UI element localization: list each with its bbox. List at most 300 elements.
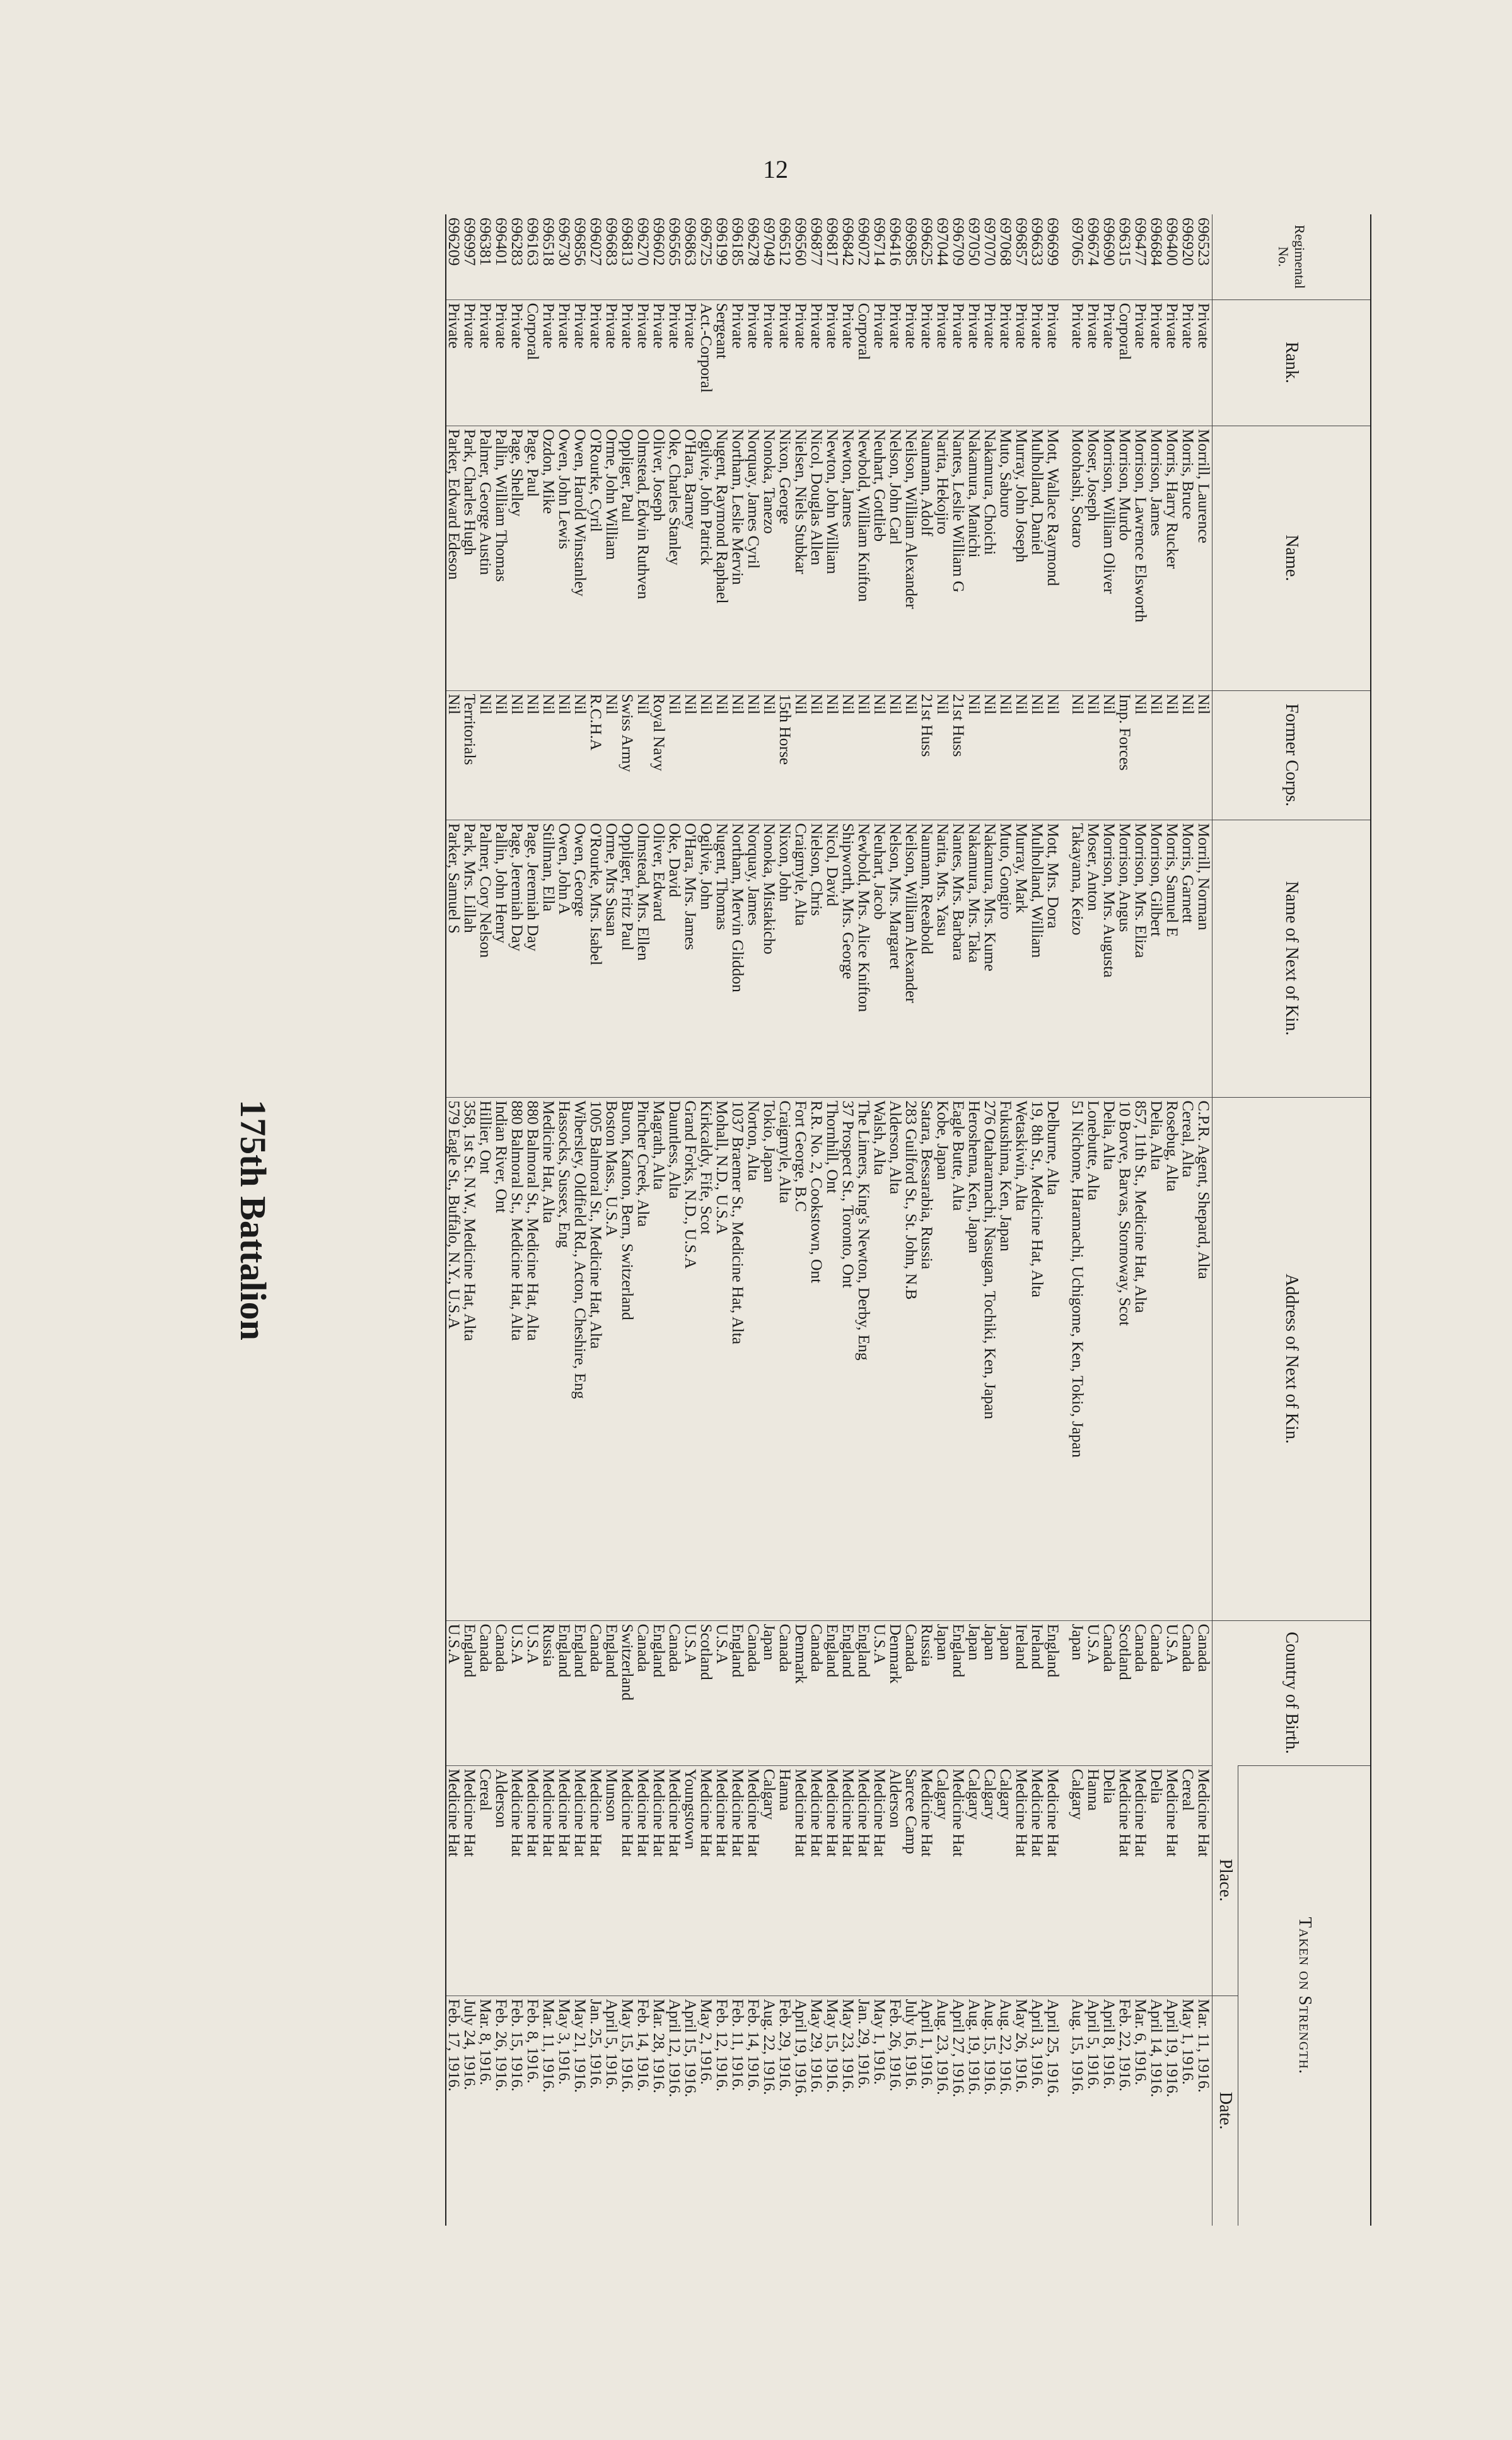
cell-next-of-kin: Page, Jeremiah Day	[526, 820, 542, 1097]
cell-place: Medicine Hat	[542, 1765, 557, 1996]
cell-place: Alderson	[888, 1765, 904, 1996]
table-row	[526, 214, 542, 2226]
cell-next-of-kin: Morris, Garnett	[1181, 820, 1197, 1097]
cell-date: Jan. 25, 1916.	[589, 1996, 605, 2226]
cell-date: May 15, 1916.	[825, 1996, 841, 2226]
cell-country: Japan	[936, 1620, 951, 1765]
cell-former-corps: Nil	[1197, 690, 1213, 820]
cell-place: Medicine Hat	[510, 1765, 526, 1996]
cell-former-corps: Territorials	[463, 690, 479, 820]
table-row	[699, 214, 715, 2226]
table-row	[494, 214, 510, 2226]
cell-name: Owen, John Lewis	[557, 426, 573, 690]
cell-place: Calgary	[999, 1765, 1015, 1996]
cell-address: C.P.R. Agent, Shepard, Alta	[1197, 1097, 1213, 1620]
cell-place: Calgary	[967, 1765, 983, 1996]
cell-address: Tokio, Japan	[762, 1097, 778, 1620]
cell-country: Canada	[1197, 1620, 1213, 1765]
cell-next-of-kin: Nakamura, Mrs. Kume	[983, 820, 999, 1097]
table-row	[936, 214, 951, 2226]
cell-former-corps: Nil	[999, 690, 1015, 820]
cell-date: Aug. 15, 1916.	[983, 1996, 999, 2226]
cell-rank: Private	[999, 299, 1015, 426]
cell-name: Newbold, William Knifton	[857, 426, 873, 690]
cell-place: Medicine Hat	[573, 1765, 589, 1996]
cell-former-corps: Nil	[526, 690, 542, 820]
cell-rank: Private	[1134, 299, 1149, 426]
cell-regimental-no: 696523	[1195, 218, 1214, 266]
cell-name: Nielsen, Niels Stubkar	[794, 426, 810, 690]
cell-place: Delia	[1102, 1765, 1118, 1996]
cell-next-of-kin: Neilson, William Alexander	[904, 820, 920, 1097]
cell-address: Medicine Hat, Alta	[542, 1097, 557, 1620]
cell-name: Olmstead, Edwin Ruthven	[636, 426, 652, 690]
cell-place: Medicine Hat	[463, 1765, 479, 1996]
cell-address: Grand Forks, N.D., U.S.A	[683, 1097, 699, 1620]
cell-name: Morris, Harry Rucker	[1165, 426, 1181, 690]
cell-date: Feb. 22, 1916.	[1118, 1996, 1134, 2226]
cell-place: Cereal	[1181, 1765, 1197, 1996]
cell-rank: Private	[1015, 299, 1030, 426]
cell-next-of-kin: Newbold, Mrs. Alice Knifton	[857, 820, 873, 1097]
cell-address: 1037 Braemer St., Medicine Hat, Alta	[731, 1097, 747, 1620]
header-country: Country of Birth.	[1213, 1620, 1371, 1765]
cell-address: Rosebug, Alta	[1165, 1097, 1181, 1620]
cell-former-corps: Nil	[1165, 690, 1181, 820]
cell-country: Canada	[1149, 1620, 1165, 1765]
cell-address: Craigmyle, Alta	[778, 1097, 794, 1620]
cell-rank: Private	[1165, 299, 1181, 426]
cell-country: Canada	[810, 1620, 825, 1765]
cell-next-of-kin: Park, Mrs. Lillah	[463, 820, 479, 1097]
cell-country: England	[857, 1620, 873, 1765]
cell-name: Parker, Edward Edeson	[446, 426, 463, 690]
cell-rank: Private	[841, 299, 857, 426]
cell-place: Medicine Hat	[526, 1765, 542, 1996]
cell-regimental-no: 696199	[713, 218, 732, 266]
cell-name: Morrill, Laurence	[1197, 426, 1213, 690]
cell-regimental-no: 696857	[1013, 218, 1032, 266]
cell-regimental-no: 696674	[1085, 218, 1103, 266]
cell-address: Indian River, Ont	[494, 1097, 510, 1620]
table-row	[747, 214, 762, 2226]
cell-regimental-no: 696633	[1028, 218, 1047, 266]
cell-next-of-kin: Nantes, Mrs. Barbara	[951, 820, 967, 1097]
cell-rank: Private	[983, 299, 999, 426]
cell-name: Narita, Hekojiro	[936, 426, 951, 690]
cell-former-corps: Nil	[904, 690, 920, 820]
cell-name: Ogilvie, John Patrick	[699, 426, 715, 690]
cell-regimental-no: 696997	[461, 218, 480, 266]
cell-address: 283 Guilford St., St. John, N.B	[904, 1097, 920, 1620]
cell-rank: Act.-Corporal	[699, 299, 715, 426]
cell-next-of-kin: Nonoka, Mistakicho	[762, 820, 778, 1097]
cell-next-of-kin: Nugent, Thomas	[715, 820, 731, 1097]
cell-rank: Private	[479, 299, 494, 426]
cell-rank: Private	[951, 299, 967, 426]
table-row	[1046, 214, 1062, 2226]
cell-next-of-kin: Parker, Samuel S	[446, 820, 463, 1097]
table-row	[446, 214, 463, 2226]
cell-date: April 25, 1916.	[1046, 1996, 1062, 2226]
cell-regimental-no: 696278	[745, 218, 764, 266]
cell-name: Palmer, George Austin	[479, 426, 494, 690]
cell-name: Mulholland, Daniel	[1030, 426, 1046, 690]
cell-place: Medicine Hat	[810, 1765, 825, 1996]
table-row	[573, 214, 589, 2226]
cell-date: April 27, 1916.	[951, 1996, 967, 2226]
header-place: Place.	[1213, 1765, 1238, 1996]
cell-next-of-kin: Nicol, David	[825, 820, 841, 1097]
cell-name: Ozdon, Mike	[542, 426, 557, 690]
cell-regimental-no: 696690	[1100, 218, 1119, 266]
cell-next-of-kin: Ogilvie, John	[699, 820, 715, 1097]
cell-name: Page, Paul	[526, 426, 542, 690]
table-row	[983, 214, 999, 2226]
cell-country: England	[557, 1620, 573, 1765]
cell-address: Walsh, Alta	[873, 1097, 888, 1620]
cell-regimental-no: 696877	[808, 218, 827, 266]
cell-rank: Private	[463, 299, 479, 426]
cell-date: April 19, 1916.	[1165, 1996, 1181, 2226]
cell-place: Medicine Hat	[825, 1765, 841, 1996]
cell-address: 857, 11th St., Medicine Hat, Alta	[1134, 1097, 1149, 1620]
cell-regimental-no: 697068	[997, 218, 1016, 266]
cell-address: 880 Balmoral St., Medicine Hat, Alta	[510, 1097, 526, 1620]
cell-regimental-no: 696709	[950, 218, 968, 266]
cell-former-corps: Nil	[873, 690, 888, 820]
cell-regimental-no: 696416	[887, 218, 905, 266]
cell-name: Owen, Harold Winstanley	[573, 426, 589, 690]
cell-next-of-kin: Muto, Gongiro	[999, 820, 1015, 1097]
cell-address: Norton, Alta	[747, 1097, 762, 1620]
cell-address: Magrath, Alta	[652, 1097, 668, 1620]
cell-name: Nugent, Raymond Raphael	[715, 426, 731, 690]
cell-regimental-no: 696400	[1163, 218, 1182, 266]
table-row	[1071, 214, 1086, 2226]
cell-country: England	[825, 1620, 841, 1765]
cell-former-corps: Nil	[762, 690, 778, 820]
cell-former-corps: Swiss Army	[620, 690, 636, 820]
cell-place: Medicine Hat	[747, 1765, 762, 1996]
cell-country: Canada	[1134, 1620, 1149, 1765]
battalion-title: 175th Battalion	[233, 1100, 274, 1340]
cell-address: Kirkcaldy, Fife, Scot	[699, 1097, 715, 1620]
cell-address: Wetaskiwin, Alta	[1015, 1097, 1030, 1620]
cell-rank: Private	[762, 299, 778, 426]
cell-place: Calgary	[983, 1765, 999, 1996]
cell-date: Feb. 26, 1916.	[494, 1996, 510, 2226]
cell-rank: Corporal	[1118, 299, 1134, 426]
cell-next-of-kin: Takayama, Keizo	[1071, 820, 1086, 1097]
cell-date: April 3, 1916.	[1030, 1996, 1046, 2226]
cell-regimental-no: 696315	[1116, 218, 1135, 266]
cell-regimental-no: 696602	[650, 218, 669, 266]
cell-former-corps: 21st Huss	[951, 690, 967, 820]
cell-place: Hanna	[1086, 1765, 1102, 1996]
cell-rank: Private	[573, 299, 589, 426]
cell-country: Scotland	[699, 1620, 715, 1765]
cell-former-corps: Nil	[1046, 690, 1062, 820]
cell-address: Cereal, Alta	[1181, 1097, 1197, 1620]
cell-name: Nixon, George	[778, 426, 794, 690]
table-row	[557, 214, 573, 2226]
cell-address: 880 Balmoral St., Medicine Hat, Alta	[526, 1097, 542, 1620]
header-regimental-no: Regimental No.	[1213, 214, 1371, 299]
cell-regimental-no: 696518	[540, 218, 559, 266]
cell-name: Pallin, William Thomas	[494, 426, 510, 690]
cell-next-of-kin: O'Hara, Mrs. James	[683, 820, 699, 1097]
cell-former-corps: Nil	[557, 690, 573, 820]
cell-rank: Private	[1181, 299, 1197, 426]
cell-address: Boston Mass., U.S.A	[605, 1097, 620, 1620]
cell-country: England	[841, 1620, 857, 1765]
cell-rank: Private	[557, 299, 573, 426]
cell-next-of-kin: Nielson, Chris	[810, 820, 825, 1097]
cell-name: O'Hara, Barney	[683, 426, 699, 690]
cell-next-of-kin: Nixon, John	[778, 820, 794, 1097]
cell-address: Delia, Alta	[1102, 1097, 1118, 1620]
cell-former-corps: Nil	[715, 690, 731, 820]
cell-country: Japan	[967, 1620, 983, 1765]
cell-date: Aug. 22, 1916.	[999, 1996, 1015, 2226]
cell-name: Morrison, Murdo	[1118, 426, 1134, 690]
cell-rank: Private	[904, 299, 920, 426]
cell-place: Cereal	[479, 1765, 494, 1996]
cell-date: Feb. 11, 1916.	[731, 1996, 747, 2226]
cell-country: Russia	[920, 1620, 936, 1765]
cell-date: Aug. 23, 1916.	[936, 1996, 951, 2226]
cell-former-corps: Nil	[605, 690, 620, 820]
cell-date: April 5, 1916.	[605, 1996, 620, 2226]
cell-next-of-kin: Neuhart, Jacob	[873, 820, 888, 1097]
cell-regimental-no: 697049	[760, 218, 779, 266]
cell-place: Medicine Hat	[446, 1765, 463, 1996]
cell-next-of-kin: Morris, Samuel E	[1165, 820, 1181, 1097]
cell-place: Medicine Hat	[1030, 1765, 1046, 1996]
cell-country: Russia	[542, 1620, 557, 1765]
cell-rank: Private	[1071, 299, 1086, 426]
cell-place: Calgary	[936, 1765, 951, 1996]
cell-address: Delia, Alta	[1149, 1097, 1165, 1620]
cell-next-of-kin: Morrison, Mrs. Augusta	[1102, 820, 1118, 1097]
cell-date: April 8, 1916.	[1102, 1996, 1118, 2226]
cell-name: Northam, Leslie Mervin	[731, 426, 747, 690]
cell-regimental-no: 696817	[823, 218, 842, 266]
cell-place: Medicine Hat	[731, 1765, 747, 1996]
header-former-corps: Former Corps.	[1213, 690, 1371, 820]
header-date: Date.	[1213, 1996, 1238, 2226]
cell-rank: Private	[1030, 299, 1046, 426]
cell-date: April 1, 1916.	[920, 1996, 936, 2226]
cell-rank: Corporal	[857, 299, 873, 426]
cell-place: Calgary	[1071, 1765, 1086, 1996]
cell-next-of-kin: Shipworth, Mrs. George	[841, 820, 857, 1097]
cell-regimental-no: 696283	[508, 218, 527, 266]
cell-regimental-no: 696985	[902, 218, 921, 266]
cell-country: England	[1046, 1620, 1062, 1765]
cell-country: U.S.A	[510, 1620, 526, 1765]
cell-regimental-no: 696027	[587, 218, 606, 266]
cell-former-corps: Nil	[857, 690, 873, 820]
table-row	[1118, 214, 1134, 2226]
cell-country: U.S.A	[683, 1620, 699, 1765]
cell-next-of-kin: Owen, George	[573, 820, 589, 1097]
cell-regimental-no: 696684	[1148, 218, 1166, 266]
cell-name: Morrison, James	[1149, 426, 1165, 690]
cell-next-of-kin: Morrill, Norman	[1197, 820, 1213, 1097]
table-row	[479, 214, 494, 2226]
cell-country: England	[605, 1620, 620, 1765]
cell-address: Alderson, Alta	[888, 1097, 904, 1620]
cell-address: 1005 Balmoral St., Medicine Hat, Alta	[589, 1097, 605, 1620]
cell-former-corps: Nil	[810, 690, 825, 820]
cell-former-corps: Nil	[510, 690, 526, 820]
cell-regimental-no: 696565	[666, 218, 685, 266]
cell-date: Mar. 6, 1916.	[1134, 1996, 1149, 2226]
cell-rank: Private	[888, 299, 904, 426]
cell-former-corps: Nil	[542, 690, 557, 820]
table-row	[668, 214, 683, 2226]
cell-rank: Private	[1149, 299, 1165, 426]
cell-rank: Private	[747, 299, 762, 426]
cell-address: 10 Borve, Barvas, Stornoway, Scot	[1118, 1097, 1134, 1620]
cell-place: Medicine Hat	[1118, 1765, 1134, 1996]
table-row	[1030, 214, 1046, 2226]
cell-name: Norquay, James Cyril	[747, 426, 762, 690]
cell-regimental-no: 696209	[445, 218, 464, 266]
table-row	[920, 214, 936, 2226]
cell-place: Medicine Hat	[589, 1765, 605, 1996]
cell-place: Medicine Hat	[1046, 1765, 1062, 1996]
cell-former-corps: Nil	[1181, 690, 1197, 820]
cell-address: 37 Prospect St., Toronto, Ont	[841, 1097, 857, 1620]
cell-country: England	[652, 1620, 668, 1765]
table-row	[683, 214, 699, 2226]
cell-rank: Private	[683, 299, 699, 426]
roll-sheet	[233, 214, 1371, 2226]
cell-place: Youngstown	[683, 1765, 699, 1996]
cell-rank: Private	[446, 299, 463, 426]
cell-next-of-kin: Morrison, Mrs. Eliza	[1134, 820, 1149, 1097]
cell-place: Medicine Hat	[699, 1765, 715, 1996]
cell-next-of-kin: Palmer, Cory Nelson	[479, 820, 494, 1097]
cell-date: May 21, 1916.	[573, 1996, 589, 2226]
cell-place: Alderson	[494, 1765, 510, 1996]
cell-place: Medicine Hat	[920, 1765, 936, 1996]
cell-rank: Private	[652, 299, 668, 426]
cell-place: Medicine Hat	[794, 1765, 810, 1996]
cell-next-of-kin: Moser, Anton	[1086, 820, 1102, 1097]
table-row	[1149, 214, 1165, 2226]
cell-regimental-no: 696560	[792, 218, 811, 266]
table-row	[636, 214, 652, 2226]
table-row	[463, 214, 479, 2226]
cell-address: 358, 1st St. N.W., Medicine Hat, Alta	[463, 1097, 479, 1620]
cell-regimental-no: 696381	[477, 218, 496, 266]
table-row	[589, 214, 605, 2226]
cell-date: Feb. 14, 1916.	[636, 1996, 652, 2226]
cell-rank: Private	[620, 299, 636, 426]
table-row	[1102, 214, 1118, 2226]
cell-date: Feb. 14, 1916.	[747, 1996, 762, 2226]
cell-rank: Private	[668, 299, 683, 426]
cell-former-corps: 15th Horse	[778, 690, 794, 820]
cell-country: U.S.A	[715, 1620, 731, 1765]
cell-date: Feb. 15, 1916.	[510, 1996, 526, 2226]
cell-former-corps: Nil	[1015, 690, 1030, 820]
cell-date: Feb. 29, 1916.	[778, 1996, 794, 2226]
cell-address: Dauntless, Alta	[668, 1097, 683, 1620]
cell-next-of-kin: Mulholland, William	[1030, 820, 1046, 1097]
cell-date: Feb. 8, 1916.	[526, 1996, 542, 2226]
cell-rank: Private	[967, 299, 983, 426]
cell-former-corps: Imp. Forces	[1118, 690, 1134, 820]
cell-rank: Private	[636, 299, 652, 426]
cell-country: Japan	[983, 1620, 999, 1765]
cell-former-corps: Nil	[1102, 690, 1118, 820]
cell-former-corps: Nil	[446, 690, 463, 820]
cell-rank: Private	[605, 299, 620, 426]
cell-date: May 29, 1916.	[810, 1996, 825, 2226]
cell-country: U.S.A	[1165, 1620, 1181, 1765]
table-row	[1197, 214, 1213, 2226]
cell-name: Nonoka, Tanezo	[762, 426, 778, 690]
table-row	[967, 214, 983, 2226]
cell-rank: Private	[810, 299, 825, 426]
cell-place: Medicine Hat	[652, 1765, 668, 1996]
cell-rank: Private	[510, 299, 526, 426]
cell-address: The Limers, King's Newton, Derby, Eng	[857, 1097, 873, 1620]
cell-place: Munson	[605, 1765, 620, 1996]
cell-former-corps: Royal Navy	[652, 690, 668, 820]
cell-date: May 26, 1916.	[1015, 1996, 1030, 2226]
cell-address: 19, 8th St., Medicine Hat, Alta	[1030, 1097, 1046, 1620]
cell-regimental-no: 696725	[697, 218, 716, 266]
cell-regimental-no: 696714	[871, 218, 890, 266]
cell-place: Medicine Hat	[857, 1765, 873, 1996]
cell-name: Moser, Joseph	[1086, 426, 1102, 690]
cell-former-corps: Nil	[683, 690, 699, 820]
cell-next-of-kin: Oliver, Edward	[652, 820, 668, 1097]
cell-regimental-no: 696730	[555, 218, 574, 266]
cell-former-corps: Nil	[1134, 690, 1149, 820]
cell-country: U.S.A	[1086, 1620, 1102, 1765]
cell-former-corps: Nil	[888, 690, 904, 820]
cell-former-corps: Nil	[1071, 690, 1086, 820]
cell-name: Morrison, William Oliver	[1102, 426, 1118, 690]
roll-body	[446, 214, 1213, 2226]
cell-date: Feb. 12, 1916.	[715, 1996, 731, 2226]
cell-former-corps: Nil	[983, 690, 999, 820]
cell-date: Jan. 29, 1916.	[857, 1996, 873, 2226]
cell-next-of-kin: Orme, Mrs Susan	[605, 820, 620, 1097]
cell-address: Heroshema, Ken, Japan	[967, 1097, 983, 1620]
cell-place: Medicine Hat	[1015, 1765, 1030, 1996]
cell-former-corps: Nil	[668, 690, 683, 820]
cell-name: Neuhart, Gottlieb	[873, 426, 888, 690]
cell-address: Hassocks, Sussex, Eng	[557, 1097, 573, 1620]
table-row	[542, 214, 557, 2226]
cell-regimental-no: 696699	[1044, 218, 1063, 266]
cell-date: Mar. 8, 1916.	[479, 1996, 494, 2226]
cell-rank: Private	[589, 299, 605, 426]
cell-date: July 24, 1916.	[463, 1996, 479, 2226]
cell-regimental-no: 696270	[634, 218, 653, 266]
cell-country: England	[731, 1620, 747, 1765]
cell-place: Medicine Hat	[668, 1765, 683, 1996]
cell-country: Denmark	[794, 1620, 810, 1765]
